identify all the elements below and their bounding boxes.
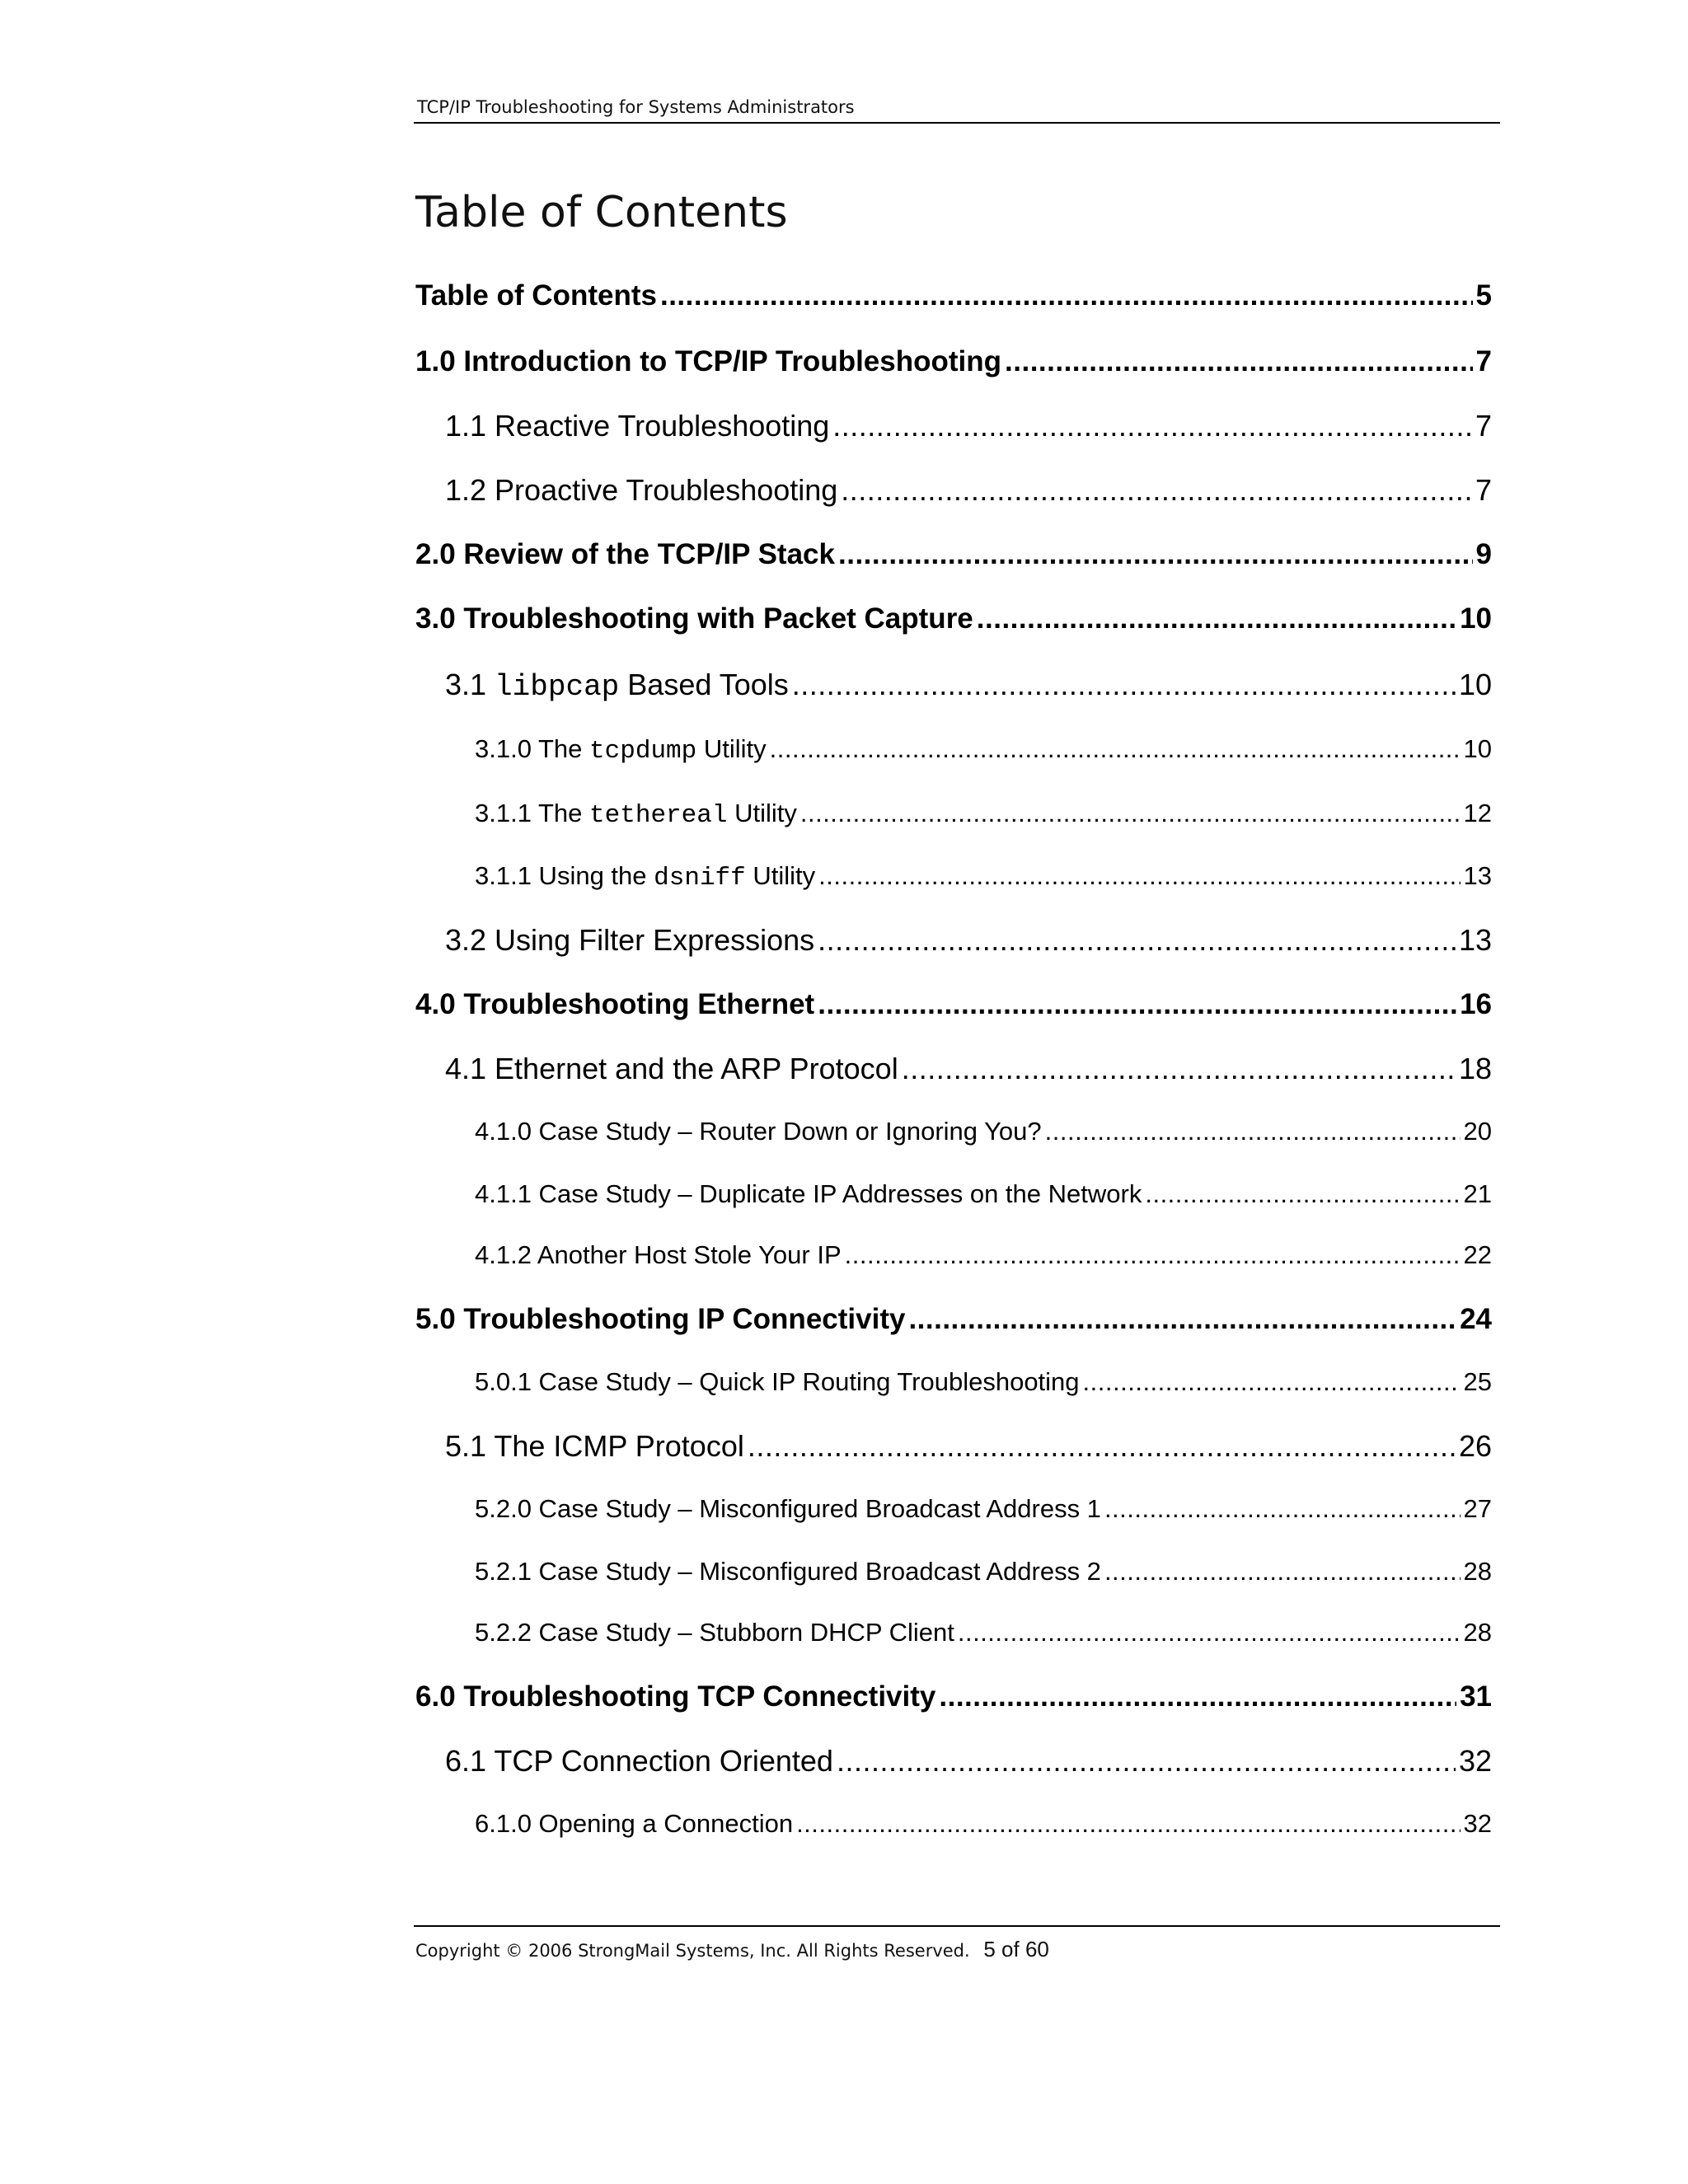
toc-dot-leader [818, 920, 1456, 961]
toc-dot-leader [939, 1676, 1456, 1718]
toc-entry-page-number: 22 [1463, 1240, 1492, 1269]
toc-entry[interactable] [475, 1361, 1492, 1403]
toc-dot-leader [1104, 1551, 1461, 1592]
toc-entry-title-suffix: Based Tools [619, 668, 789, 701]
toc-entry[interactable] [415, 1299, 1492, 1340]
toc-entry[interactable] [475, 1488, 1492, 1530]
toc-entry-title [475, 855, 815, 899]
toc-entry[interactable] [475, 1803, 1492, 1844]
toc-entry-title: 3.0 Troubleshooting with Packet Capture [415, 602, 973, 635]
toc-dot-leader [832, 405, 1472, 447]
toc-dot-leader [1145, 1174, 1460, 1215]
toc-dot-leader [1005, 341, 1473, 382]
copyright-notice: Copyright © 2006 StrongMail Systems, Inc. All Rights Reserved. [415, 1941, 970, 1961]
toc-entry[interactable] [445, 920, 1492, 961]
toc-entry-page-number: 31 [1460, 1680, 1492, 1713]
toc-entry-title: 4.1 Ethernet and the ARP Protocol [445, 1052, 898, 1085]
toc-dot-leader [902, 1048, 1456, 1090]
toc-entry-code: libpcap [495, 670, 620, 704]
toc-entry-title: 3.2 Using Filter Expressions [445, 923, 815, 957]
toc-entry-page-number: 7 [1475, 345, 1492, 377]
toc-entry-title-prefix: 3.1.1 Using the [475, 861, 654, 890]
toc-entry-code: tcpdump [589, 737, 697, 766]
toc-entry-title: 6.0 Troubleshooting TCP Connectivity [415, 1680, 936, 1713]
page-footer [415, 1937, 1049, 1962]
toc-entry-page-number: 25 [1463, 1367, 1492, 1396]
toc-entry[interactable] [445, 664, 1492, 705]
toc-entry[interactable] [445, 1426, 1492, 1467]
toc-entry-page-number: 13 [1458, 923, 1492, 957]
toc-entry-page-number: 9 [1475, 538, 1492, 570]
toc-entry[interactable] [415, 1676, 1492, 1718]
toc-entry[interactable] [445, 1048, 1492, 1090]
toc-entry-title [475, 793, 797, 837]
footer-rule [414, 1925, 1500, 1927]
toc-entry-page-number: 20 [1463, 1117, 1492, 1146]
toc-dot-leader [837, 1741, 1456, 1782]
toc-dot-leader [908, 1299, 1456, 1340]
toc-dot-leader [818, 855, 1460, 897]
toc-entry-page-number: 32 [1458, 1744, 1492, 1778]
toc-entry-title: 1.2 Proactive Troubleshooting [445, 473, 838, 507]
toc-entry-title: 5.0 Troubleshooting IP Connectivity [415, 1303, 906, 1335]
toc-entry-title-prefix: 3.1 [445, 668, 495, 701]
toc-entry-title: 1.0 Introduction to TCP/IP Troubleshooting [415, 345, 1002, 377]
toc-entry-page-number: 10 [1460, 602, 1492, 635]
toc-entry[interactable] [475, 793, 1492, 834]
toc-dot-leader [818, 984, 1456, 1025]
toc-entry-title-prefix: 3.1.1 The [475, 799, 590, 827]
running-header: TCP/IP Troubleshooting for Systems Administrators [417, 97, 855, 117]
toc-entry[interactable] [475, 1174, 1492, 1215]
toc-dot-leader [1104, 1488, 1461, 1530]
toc-entry-page-number: 26 [1458, 1429, 1492, 1463]
toc-entry-title-suffix: Utility [745, 861, 816, 890]
toc-entry-title-suffix: Utility [727, 799, 797, 827]
toc-entry-title-suffix: Utility [696, 734, 767, 763]
toc-entry-title: 4.1.2 Another Host Stole Your IP [475, 1240, 842, 1269]
toc-dot-leader [800, 793, 1461, 834]
toc-entry-title: 5.0.1 Case Study – Quick IP Routing Troubleshooting [475, 1367, 1080, 1396]
toc-entry[interactable] [415, 275, 1492, 316]
toc-entry[interactable] [475, 1612, 1492, 1653]
toc-entry-title: 2.0 Review of the TCP/IP Stack [415, 538, 835, 570]
toc-dot-leader [660, 275, 1473, 316]
toc-entry[interactable] [475, 855, 1492, 897]
toc-entry-page-number: 28 [1463, 1618, 1492, 1647]
toc-entry-page-number: 18 [1458, 1052, 1492, 1085]
toc-dot-leader [958, 1612, 1461, 1653]
toc-dot-leader [838, 534, 1473, 575]
toc-entry[interactable] [445, 470, 1492, 511]
toc-entry-title: 1.1 Reactive Troubleshooting [445, 409, 830, 443]
toc-entry-page-number: 13 [1463, 861, 1492, 890]
toc-entry[interactable] [415, 534, 1492, 575]
toc-entry[interactable] [415, 341, 1492, 382]
toc-dot-leader [796, 1803, 1460, 1844]
toc-dot-leader [748, 1426, 1456, 1467]
toc-entry-page-number: 27 [1463, 1494, 1492, 1523]
toc-entry[interactable] [475, 729, 1492, 770]
toc-entry[interactable] [415, 598, 1492, 640]
toc-entry-title: 5.2.2 Case Study – Stubborn DHCP Client [475, 1618, 954, 1647]
toc-entry-title: 5.1 The ICMP Protocol [445, 1429, 744, 1463]
toc-entry-title: 4.1.1 Case Study – Duplicate IP Addresses on the Network [475, 1179, 1142, 1208]
toc-entry[interactable] [475, 1235, 1492, 1276]
toc-dot-leader [841, 470, 1472, 511]
toc-entry[interactable] [475, 1551, 1492, 1592]
toc-entry-title: 4.0 Troubleshooting Ethernet [415, 988, 815, 1020]
toc-dot-leader [1045, 1111, 1461, 1152]
toc-entry-page-number: 7 [1475, 473, 1492, 507]
header-rule [414, 122, 1500, 124]
toc-entry-title [475, 729, 767, 772]
page-number: 5 of 60 [983, 1937, 1049, 1961]
toc-entry-title: 6.1 TCP Connection Oriented [445, 1744, 833, 1778]
toc-entry-title: 5.2.0 Case Study – Misconfigured Broadcast Address 1 [475, 1494, 1101, 1523]
toc-entry-page-number: 10 [1463, 734, 1492, 763]
toc-entry-title: 6.1.0 Opening a Connection [475, 1809, 794, 1838]
toc-entry-page-number: 7 [1475, 409, 1492, 443]
toc-entry-page-number: 32 [1463, 1809, 1492, 1838]
toc-entry-page-number: 28 [1463, 1557, 1492, 1586]
toc-dot-leader [1083, 1361, 1461, 1403]
toc-dot-leader [845, 1235, 1461, 1276]
toc-entry[interactable] [415, 984, 1492, 1025]
page-title: Table of Contents [415, 188, 788, 237]
toc-dot-leader [977, 598, 1456, 640]
toc-entry-title: 4.1.0 Case Study – Router Down or Ignoring You? [475, 1117, 1042, 1146]
toc-entry-title: Table of Contents [415, 279, 657, 312]
toc-entry-page-number: 21 [1463, 1179, 1492, 1208]
toc-entry-page-number: 16 [1460, 988, 1492, 1020]
toc-entry[interactable] [445, 405, 1492, 447]
toc-dot-leader [792, 664, 1456, 705]
toc-entry[interactable] [445, 1741, 1492, 1782]
toc-entry-title [445, 664, 789, 708]
toc-entry-page-number: 5 [1475, 279, 1492, 312]
toc-entry-page-number: 10 [1458, 668, 1492, 701]
toc-entry-code: dsniff [654, 864, 746, 893]
toc-entry-page-number: 24 [1460, 1303, 1492, 1335]
toc-entry-page-number: 12 [1463, 799, 1492, 827]
toc-entry-code: tethereal [589, 801, 728, 830]
toc-dot-leader [770, 729, 1461, 770]
toc-entry[interactable] [475, 1111, 1492, 1152]
toc-entry-title-prefix: 3.1.0 The [475, 734, 590, 763]
toc-entry-title: 5.2.1 Case Study – Misconfigured Broadcast Address 2 [475, 1557, 1101, 1586]
